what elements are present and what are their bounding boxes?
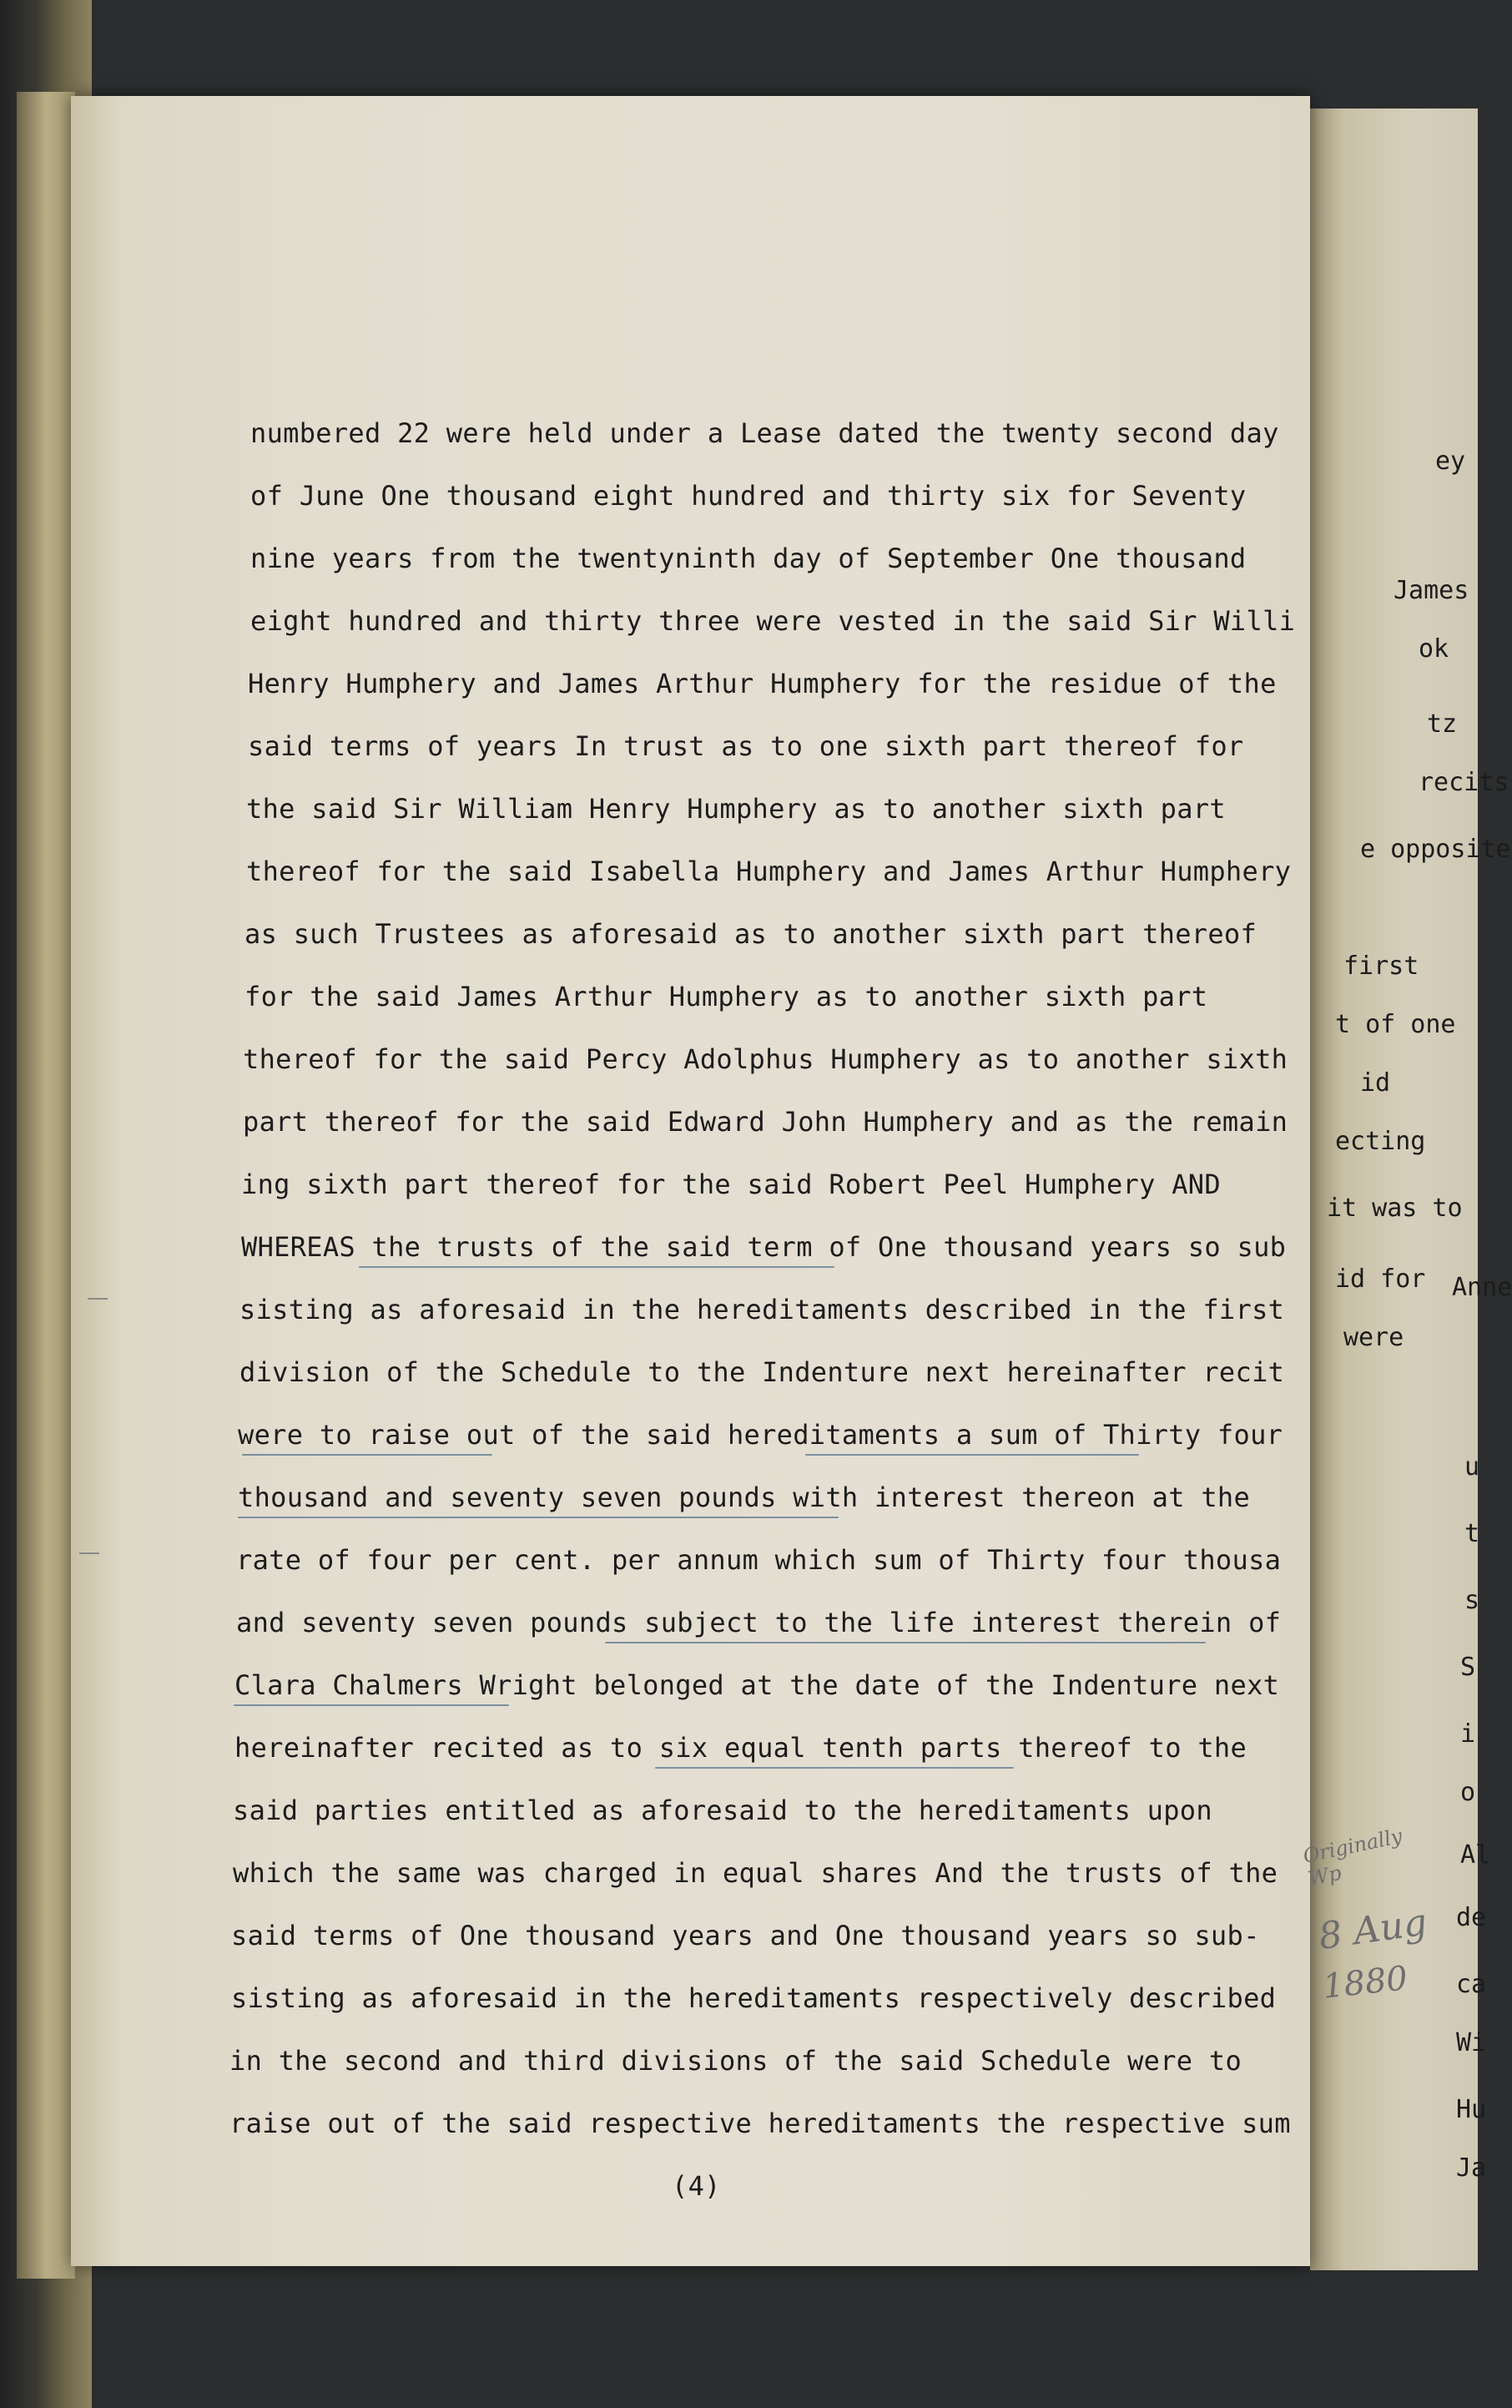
adjacent-fragment: James <box>1394 576 1469 605</box>
adjacent-fragment: it was to <box>1327 1194 1463 1223</box>
text-line: said terms of years In trust as to one sixth part thereof for <box>248 730 1244 762</box>
text-line: sisting as aforesaid in the hereditaments respectively described <box>231 1982 1277 2014</box>
adjacent-fragment: Ja <box>1456 2153 1487 2183</box>
pencil-note-line: 1880 <box>1320 1959 1409 2007</box>
text-line: which the same was charged in equal shares And the trusts of the <box>233 1857 1278 1889</box>
text-line: eight hundred and thirty three were vested in the said Sir Willi <box>250 605 1296 637</box>
adjacent-fragment: recits <box>1419 768 1509 797</box>
adjacent-fragment: Wi <box>1456 2028 1487 2057</box>
text-line: ing sixth part thereof for the said Robert Peel Humphery AND <box>241 1169 1221 1200</box>
adjacent-fragment: s <box>1464 1586 1480 1615</box>
adjacent-fragment: Anne <box>1452 1273 1512 1302</box>
adjacent-fragment: ecting <box>1335 1127 1426 1156</box>
ink-underline <box>238 1517 839 1518</box>
ink-underline <box>359 1266 834 1268</box>
text-line: hereinafter recited as to six equal tenth parts thereof to the <box>234 1732 1247 1764</box>
typed-text-body <box>71 96 1310 2266</box>
ink-underline <box>242 1454 492 1456</box>
page-stack-edge <box>17 92 75 2279</box>
text-line: in the second and third divisions of the said Schedule were to <box>229 2045 1242 2077</box>
adjacent-fragment: Hu <box>1456 2095 1487 2124</box>
adjacent-fragment: Al <box>1460 1840 1491 1870</box>
text-line: thereof for the said Isabella Humphery and James Arthur Humphery <box>246 856 1292 887</box>
adjacent-fragment: e opposite <box>1360 835 1511 864</box>
page-number: (4) <box>672 2170 721 2202</box>
adjacent-fragment: ey <box>1435 447 1466 476</box>
ink-underline <box>655 1767 1014 1769</box>
text-line: and seventy seven pounds subject to the life interest therein of <box>236 1607 1282 1638</box>
ink-underline <box>234 1704 509 1706</box>
text-line: division of the Schedule to the Indenture next hereinafter recit <box>239 1356 1285 1388</box>
text-line: for the said James Arthur Humphery as to another sixth part <box>244 981 1208 1012</box>
text-line: raise out of the said respective hereditaments the respective sum <box>229 2108 1291 2139</box>
adjacent-fragment: i <box>1460 1719 1476 1749</box>
adjacent-fragment: t <box>1464 1519 1480 1548</box>
adjacent-fragment: ok <box>1419 634 1449 664</box>
adjacent-fragment: ca <box>1456 1970 1487 1999</box>
text-line: rate of four per cent. per annum which sum of Thirty four thousa <box>236 1544 1282 1576</box>
adjacent-fragment: were <box>1343 1323 1404 1352</box>
adjacent-fragment: o <box>1460 1778 1476 1807</box>
text-line: WHEREAS the trusts of the said term of One thousand years so sub <box>241 1231 1287 1263</box>
pencil-margin-note <box>1301 1824 1431 2028</box>
text-line: sisting as aforesaid in the hereditaments described in the first <box>239 1294 1285 1325</box>
adjacent-fragment: u <box>1464 1452 1480 1482</box>
text-line: thereof for the said Percy Adolphus Humphery as to another sixth <box>243 1043 1288 1075</box>
adjacent-fragment: de <box>1456 1903 1487 1932</box>
adjacent-fragment: S <box>1460 1653 1476 1682</box>
adjacent-fragment: first <box>1343 952 1419 981</box>
adjacent-fragment: tz <box>1427 709 1458 739</box>
text-line: of June One thousand eight hundred and thirty six for Seventy <box>250 480 1247 512</box>
adjacent-fragment: t of one <box>1335 1010 1456 1039</box>
text-line: Henry Humphery and James Arthur Humphery for the residue of the <box>248 668 1277 699</box>
text-line: said parties entitled as aforesaid to the hereditaments upon <box>233 1795 1212 1826</box>
text-line: were to raise out of the said hereditaments a sum of Thirty four <box>238 1419 1283 1451</box>
text-line: numbered 22 were held under a Lease dated the twenty second day <box>250 417 1279 449</box>
text-line: nine years from the twentyninth day of September One thousand <box>250 543 1247 574</box>
text-line: Clara Chalmers Wright belonged at the date of the Indenture next <box>234 1669 1280 1701</box>
pencil-note-line: Originally Wp <box>1301 1824 1404 1891</box>
pencil-note-line: 8 Aug <box>1316 1901 1430 1959</box>
ink-underline <box>805 1454 1139 1456</box>
document-page <box>71 96 1310 2266</box>
text-line: the said Sir William Henry Humphery as to another sixth part <box>246 793 1226 825</box>
text-line: part thereof for the said Edward John Humphery and as the remain <box>243 1106 1288 1138</box>
ink-underline <box>605 1642 1206 1643</box>
adjacent-fragment: id <box>1360 1068 1391 1098</box>
adjacent-fragment: id for <box>1335 1265 1426 1294</box>
text-line: as such Trustees as aforesaid as to another sixth part thereof <box>244 918 1257 950</box>
text-line: thousand and seventy seven pounds with interest thereon at the <box>238 1482 1251 1513</box>
text-line: said terms of One thousand years and One thousand years so sub- <box>231 1920 1260 1951</box>
